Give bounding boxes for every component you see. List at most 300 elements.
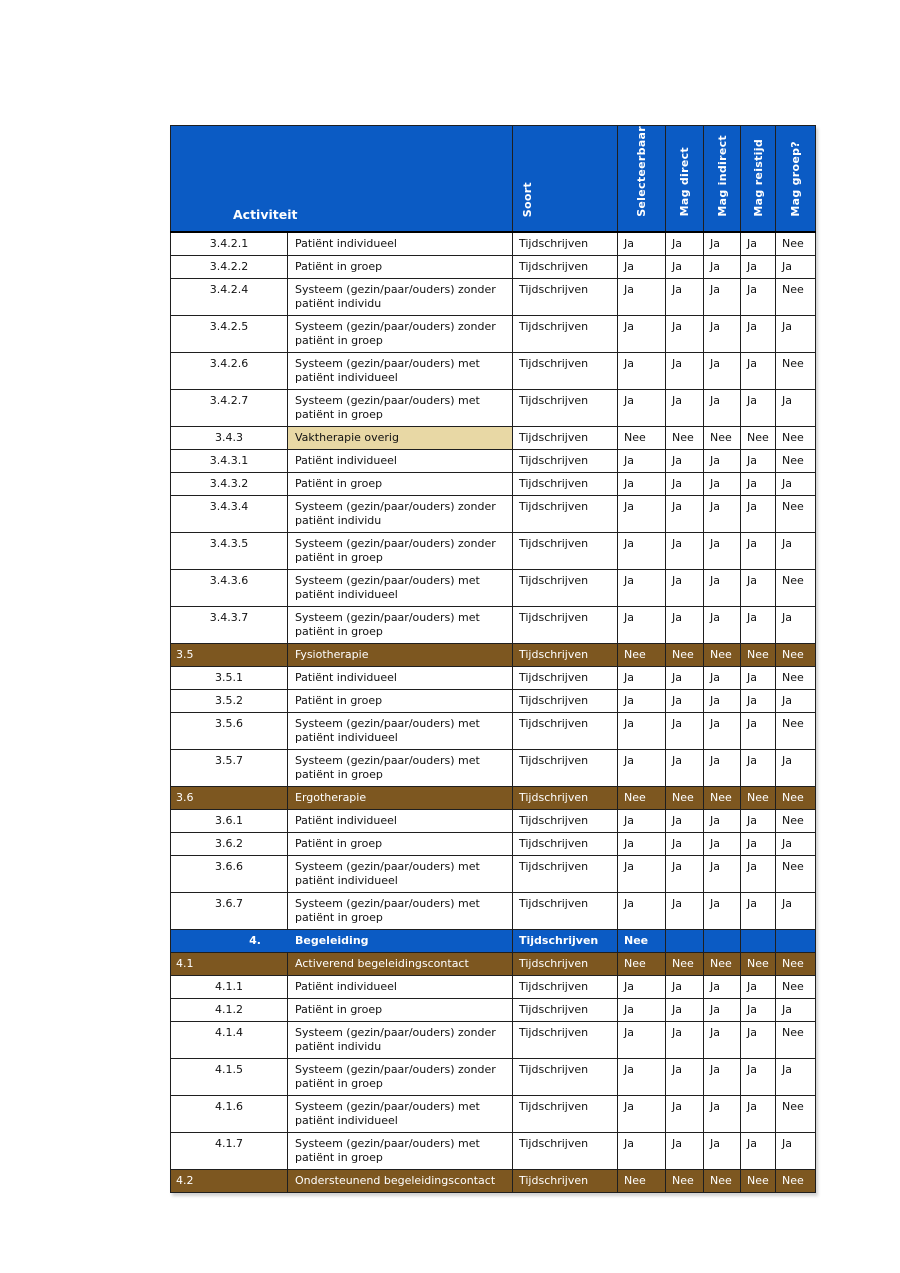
column-header-label: Mag indirect [715, 135, 729, 217]
selecteerbaar-cell: Ja [618, 315, 666, 352]
activity-code-cell: 3.5.7 [171, 749, 288, 786]
table-body [171, 232, 816, 1193]
mag-groep-cell: Ja [776, 998, 816, 1021]
mag-groep-cell: Nee [776, 1169, 816, 1192]
table-row [171, 749, 816, 786]
column-header-selecteerbaar [618, 126, 666, 232]
mag-groep-cell: Ja [776, 389, 816, 426]
soort-cell: Tijdschrijven [513, 998, 618, 1021]
mag-direct-cell: Ja [666, 666, 704, 689]
activity-description-cell: Patiënt individueel [288, 975, 513, 998]
soort-cell: Tijdschrijven [513, 472, 618, 495]
column-header-label: Selecteerbaar [635, 126, 648, 217]
mag-direct-cell: Ja [666, 255, 704, 278]
table-row [171, 232, 816, 256]
column-header-mag-indirect [704, 126, 741, 232]
mag-reistijd-cell: Ja [741, 495, 776, 532]
table-row [171, 569, 816, 606]
mag-indirect-cell: Nee [704, 786, 741, 809]
activity-description-cell: Systeem (gezin/paar/ouders) met patiënt in groep [288, 749, 513, 786]
mag-direct-cell: Ja [666, 855, 704, 892]
soort-cell: Tijdschrijven [513, 1058, 618, 1095]
table-row [171, 426, 816, 449]
mag-direct-cell: Nee [666, 426, 704, 449]
activity-code-cell: 3.6.6 [171, 855, 288, 892]
activity-description-cell: Systeem (gezin/paar/ouders) zonder patiënt individu [288, 278, 513, 315]
activity-code-cell: 3.5.2 [171, 689, 288, 712]
table-row [171, 1021, 816, 1058]
selecteerbaar-cell: Ja [618, 232, 666, 256]
mag-groep-cell: Nee [776, 1095, 816, 1132]
soort-cell: Tijdschrijven [513, 855, 618, 892]
table-row [171, 352, 816, 389]
soort-cell: Tijdschrijven [513, 315, 618, 352]
table-row [171, 892, 816, 929]
selecteerbaar-cell: Ja [618, 749, 666, 786]
activity-code-cell: 4.1.7 [171, 1132, 288, 1169]
column-header-label: Mag reistijd [751, 139, 765, 217]
selecteerbaar-cell: Nee [618, 643, 666, 666]
selecteerbaar-cell: Ja [618, 495, 666, 532]
mag-reistijd-cell: Ja [741, 666, 776, 689]
activity-code-cell: 3.6.7 [171, 892, 288, 929]
mag-indirect-cell: Nee [704, 952, 741, 975]
column-header-mag-direct [666, 126, 704, 232]
table-row [171, 449, 816, 472]
soort-cell: Tijdschrijven [513, 809, 618, 832]
mag-direct-cell: Ja [666, 712, 704, 749]
activity-code-cell: 3.5.1 [171, 666, 288, 689]
mag-groep-cell: Ja [776, 472, 816, 495]
activity-code-cell: 3.4.2.2 [171, 255, 288, 278]
activity-code-cell: 3.5.6 [171, 712, 288, 749]
soort-cell: Tijdschrijven [513, 892, 618, 929]
column-header-label: Soort [521, 181, 534, 217]
mag-groep-cell: Ja [776, 1058, 816, 1095]
activity-code-cell: 3.4.2.1 [171, 232, 288, 256]
selecteerbaar-cell: Ja [618, 1132, 666, 1169]
mag-groep-cell: Ja [776, 1132, 816, 1169]
mag-groep-cell: Ja [776, 832, 816, 855]
table-row [171, 606, 816, 643]
mag-direct-cell: Ja [666, 352, 704, 389]
table-row [171, 712, 816, 749]
mag-direct-cell: Nee [666, 1169, 704, 1192]
activity-code-cell: 3.4.2.7 [171, 389, 288, 426]
mag-reistijd-cell: Ja [741, 352, 776, 389]
table-row [171, 666, 816, 689]
selecteerbaar-cell: Ja [618, 666, 666, 689]
activity-description-cell: Patiënt individueel [288, 232, 513, 256]
activity-description-cell: Systeem (gezin/paar/ouders) met patiënt individueel [288, 712, 513, 749]
column-header-label: Mag groep? [789, 141, 802, 217]
mag-groep-cell: Nee [776, 975, 816, 998]
selecteerbaar-cell: Ja [618, 606, 666, 643]
mag-indirect-cell: Ja [704, 449, 741, 472]
selecteerbaar-cell: Ja [618, 689, 666, 712]
soort-cell: Tijdschrijven [513, 255, 618, 278]
table-row [171, 495, 816, 532]
selecteerbaar-cell: Nee [618, 786, 666, 809]
mag-groep-cell: Ja [776, 749, 816, 786]
activity-code-cell: 3.4.3.6 [171, 569, 288, 606]
soort-cell: Tijdschrijven [513, 643, 618, 666]
selecteerbaar-cell: Nee [618, 426, 666, 449]
mag-indirect-cell: Nee [704, 643, 741, 666]
mag-reistijd-cell: Ja [741, 712, 776, 749]
activity-description-cell: Ondersteunend begeleidingscontact [288, 1169, 513, 1192]
soort-cell: Tijdschrijven [513, 352, 618, 389]
mag-indirect-cell: Nee [704, 1169, 741, 1192]
activity-code-cell: 3.4.3.7 [171, 606, 288, 643]
activity-description-cell: Systeem (gezin/paar/ouders) zonder patiënt in groep [288, 1058, 513, 1095]
mag-groep-cell: Ja [776, 315, 816, 352]
table-row [171, 643, 816, 666]
selecteerbaar-cell: Ja [618, 892, 666, 929]
selecteerbaar-cell: Ja [618, 712, 666, 749]
activity-code-cell: 3.4.2.5 [171, 315, 288, 352]
column-header-activiteit [171, 126, 513, 232]
mag-reistijd-cell: Ja [741, 1021, 776, 1058]
selecteerbaar-cell: Ja [618, 1058, 666, 1095]
mag-groep-cell: Nee [776, 352, 816, 389]
mag-direct-cell: Ja [666, 1021, 704, 1058]
column-header-label: Activiteit [233, 206, 298, 222]
selecteerbaar-cell: Nee [618, 1169, 666, 1192]
mag-groep-cell: Nee [776, 712, 816, 749]
mag-indirect-cell: Ja [704, 832, 741, 855]
selecteerbaar-cell: Ja [618, 278, 666, 315]
mag-reistijd-cell: Ja [741, 998, 776, 1021]
mag-reistijd-cell: Ja [741, 892, 776, 929]
mag-indirect-cell: Ja [704, 855, 741, 892]
mag-groep-cell: Nee [776, 278, 816, 315]
activity-code-cell: 4.1.1 [171, 975, 288, 998]
selecteerbaar-cell: Ja [618, 809, 666, 832]
mag-reistijd-cell: Ja [741, 1058, 776, 1095]
selecteerbaar-cell: Ja [618, 255, 666, 278]
activity-code-cell: 4.1.4 [171, 1021, 288, 1058]
mag-groep-cell: Ja [776, 606, 816, 643]
table-row [171, 1058, 816, 1095]
soort-cell: Tijdschrijven [513, 426, 618, 449]
activity-code-cell: 3.4.2.6 [171, 352, 288, 389]
mag-indirect-cell: Ja [704, 569, 741, 606]
mag-direct-cell: Ja [666, 569, 704, 606]
activity-description-cell: Systeem (gezin/paar/ouders) zonder patiënt in groep [288, 315, 513, 352]
table-row [171, 389, 816, 426]
table-row [171, 1095, 816, 1132]
activity-code-cell: 4.1.5 [171, 1058, 288, 1095]
activity-code-cell: 3.6 [171, 786, 288, 809]
soort-cell: Tijdschrijven [513, 1169, 618, 1192]
activity-code-cell: 4.2 [171, 1169, 288, 1192]
activity-code-cell: 3.6.2 [171, 832, 288, 855]
activity-code-cell: 3.4.3 [171, 426, 288, 449]
activity-description-cell: Systeem (gezin/paar/ouders) met patiënt individueel [288, 352, 513, 389]
mag-indirect-cell: Ja [704, 998, 741, 1021]
activity-description-cell: Activerend begeleidingscontact [288, 952, 513, 975]
activity-description-cell: Systeem (gezin/paar/ouders) met patiënt individueel [288, 855, 513, 892]
activity-description-cell: Patiënt in groep [288, 689, 513, 712]
mag-reistijd-cell: Ja [741, 232, 776, 256]
activity-description-cell: Systeem (gezin/paar/ouders) zonder patiënt in groep [288, 532, 513, 569]
activity-code-cell: 4.1.6 [171, 1095, 288, 1132]
mag-reistijd-cell: Ja [741, 606, 776, 643]
mag-indirect-cell: Ja [704, 712, 741, 749]
activity-description-cell: Systeem (gezin/paar/ouders) met patiënt individueel [288, 569, 513, 606]
mag-reistijd-cell: Nee [741, 426, 776, 449]
table-row [171, 255, 816, 278]
mag-indirect-cell: Ja [704, 1021, 741, 1058]
table-row [171, 855, 816, 892]
selecteerbaar-cell: Ja [618, 472, 666, 495]
mag-reistijd-cell [741, 929, 776, 952]
table-row [171, 472, 816, 495]
soort-cell: Tijdschrijven [513, 975, 618, 998]
mag-indirect-cell: Ja [704, 255, 741, 278]
column-header-mag-groep [776, 126, 816, 232]
mag-direct-cell: Ja [666, 315, 704, 352]
activities-table [170, 125, 816, 1193]
mag-direct-cell: Ja [666, 832, 704, 855]
mag-indirect-cell: Ja [704, 315, 741, 352]
table-row [171, 1132, 816, 1169]
table-sheet [170, 125, 816, 1193]
column-header-soort [513, 126, 618, 232]
mag-groep-cell: Nee [776, 855, 816, 892]
table-row [171, 975, 816, 998]
mag-direct-cell: Ja [666, 975, 704, 998]
mag-reistijd-cell: Nee [741, 643, 776, 666]
mag-reistijd-cell: Ja [741, 449, 776, 472]
soort-cell: Tijdschrijven [513, 952, 618, 975]
table-row [171, 952, 816, 975]
mag-indirect-cell: Ja [704, 809, 741, 832]
table-row [171, 689, 816, 712]
selecteerbaar-cell: Ja [618, 998, 666, 1021]
mag-reistijd-cell: Ja [741, 278, 776, 315]
soort-cell: Tijdschrijven [513, 569, 618, 606]
mag-indirect-cell: Ja [704, 1058, 741, 1095]
mag-reistijd-cell: Nee [741, 952, 776, 975]
mag-indirect-cell: Ja [704, 278, 741, 315]
selecteerbaar-cell: Ja [618, 1095, 666, 1132]
mag-reistijd-cell: Ja [741, 1095, 776, 1132]
activity-description-cell: Patiënt in groep [288, 832, 513, 855]
mag-indirect-cell: Ja [704, 389, 741, 426]
mag-groep-cell: Nee [776, 643, 816, 666]
activity-code-cell: 3.4.3.1 [171, 449, 288, 472]
activity-description-cell: Patiënt in groep [288, 472, 513, 495]
activity-description-cell: Begeleiding [288, 929, 513, 952]
mag-indirect-cell: Ja [704, 606, 741, 643]
activity-description-cell: Systeem (gezin/paar/ouders) zonder patiënt individu [288, 495, 513, 532]
activity-code-cell: 3.4.3.4 [171, 495, 288, 532]
mag-direct-cell: Ja [666, 1095, 704, 1132]
selecteerbaar-cell: Ja [618, 352, 666, 389]
mag-groep-cell: Nee [776, 495, 816, 532]
activity-description-cell: Systeem (gezin/paar/ouders) met patiënt in groep [288, 892, 513, 929]
mag-reistijd-cell: Ja [741, 975, 776, 998]
header-row [171, 126, 816, 232]
mag-indirect-cell: Ja [704, 892, 741, 929]
mag-groep-cell: Ja [776, 255, 816, 278]
activity-description-cell: Systeem (gezin/paar/ouders) met patiënt individueel [288, 1095, 513, 1132]
mag-indirect-cell: Ja [704, 975, 741, 998]
mag-groep-cell: Nee [776, 569, 816, 606]
mag-indirect-cell: Ja [704, 495, 741, 532]
mag-direct-cell: Ja [666, 809, 704, 832]
selecteerbaar-cell: Ja [618, 855, 666, 892]
mag-reistijd-cell: Nee [741, 786, 776, 809]
mag-direct-cell: Nee [666, 952, 704, 975]
mag-direct-cell: Ja [666, 1132, 704, 1169]
mag-direct-cell: Ja [666, 449, 704, 472]
activity-description-cell: Patiënt individueel [288, 666, 513, 689]
soort-cell: Tijdschrijven [513, 1095, 618, 1132]
table-row [171, 809, 816, 832]
mag-direct-cell: Ja [666, 472, 704, 495]
mag-reistijd-cell: Ja [741, 255, 776, 278]
selecteerbaar-cell: Nee [618, 929, 666, 952]
mag-direct-cell: Ja [666, 495, 704, 532]
mag-indirect-cell: Ja [704, 532, 741, 569]
mag-indirect-cell: Ja [704, 232, 741, 256]
selecteerbaar-cell: Ja [618, 569, 666, 606]
soort-cell: Tijdschrijven [513, 786, 618, 809]
mag-reistijd-cell: Nee [741, 1169, 776, 1192]
mag-reistijd-cell: Ja [741, 569, 776, 606]
mag-reistijd-cell: Ja [741, 1132, 776, 1169]
mag-groep-cell: Nee [776, 952, 816, 975]
mag-indirect-cell: Ja [704, 352, 741, 389]
selecteerbaar-cell: Ja [618, 449, 666, 472]
activity-code-cell: 3.4.3.5 [171, 532, 288, 569]
mag-direct-cell: Nee [666, 786, 704, 809]
selecteerbaar-cell: Nee [618, 952, 666, 975]
activity-description-cell: Systeem (gezin/paar/ouders) met patiënt in groep [288, 389, 513, 426]
mag-direct-cell: Ja [666, 689, 704, 712]
activity-code-cell: 3.5 [171, 643, 288, 666]
activity-description-cell: Fysiotherapie [288, 643, 513, 666]
soort-cell: Tijdschrijven [513, 666, 618, 689]
soort-cell: Tijdschrijven [513, 232, 618, 256]
table-row [171, 786, 816, 809]
activity-code-cell: 3.4.2.4 [171, 278, 288, 315]
activity-description-cell: Patiënt in groep [288, 998, 513, 1021]
soort-cell: Tijdschrijven [513, 449, 618, 472]
mag-groep-cell: Ja [776, 892, 816, 929]
soort-cell: Tijdschrijven [513, 832, 618, 855]
mag-reistijd-cell: Ja [741, 855, 776, 892]
activity-description-cell: Vaktherapie overig [288, 426, 513, 449]
column-header-mag-reistijd [741, 126, 776, 232]
mag-direct-cell: Ja [666, 998, 704, 1021]
soort-cell: Tijdschrijven [513, 929, 618, 952]
mag-groep-cell: Nee [776, 809, 816, 832]
activity-code-cell: 4. [171, 929, 288, 952]
table-row [171, 832, 816, 855]
table-row [171, 1169, 816, 1192]
mag-direct-cell [666, 929, 704, 952]
soort-cell: Tijdschrijven [513, 1132, 618, 1169]
mag-groep-cell: Nee [776, 666, 816, 689]
mag-direct-cell: Nee [666, 643, 704, 666]
mag-reistijd-cell: Ja [741, 389, 776, 426]
mag-reistijd-cell: Ja [741, 749, 776, 786]
soort-cell: Tijdschrijven [513, 749, 618, 786]
soort-cell: Tijdschrijven [513, 712, 618, 749]
mag-indirect-cell: Nee [704, 426, 741, 449]
mag-groep-cell: Ja [776, 532, 816, 569]
mag-direct-cell: Ja [666, 1058, 704, 1095]
mag-groep-cell: Nee [776, 1021, 816, 1058]
table-row [171, 998, 816, 1021]
mag-indirect-cell: Ja [704, 472, 741, 495]
mag-reistijd-cell: Ja [741, 809, 776, 832]
mag-reistijd-cell: Ja [741, 832, 776, 855]
activity-description-cell: Ergotherapie [288, 786, 513, 809]
mag-groep-cell: Nee [776, 449, 816, 472]
mag-groep-cell: Nee [776, 232, 816, 256]
soort-cell: Tijdschrijven [513, 1021, 618, 1058]
soort-cell: Tijdschrijven [513, 689, 618, 712]
mag-indirect-cell: Ja [704, 1095, 741, 1132]
mag-indirect-cell: Ja [704, 749, 741, 786]
activity-description-cell: Systeem (gezin/paar/ouders) zonder patiënt individu [288, 1021, 513, 1058]
mag-direct-cell: Ja [666, 892, 704, 929]
selecteerbaar-cell: Ja [618, 975, 666, 998]
soort-cell: Tijdschrijven [513, 389, 618, 426]
activity-code-cell: 4.1.2 [171, 998, 288, 1021]
mag-indirect-cell: Ja [704, 666, 741, 689]
selecteerbaar-cell: Ja [618, 532, 666, 569]
mag-groep-cell: Ja [776, 689, 816, 712]
column-header-label: Mag direct [678, 147, 691, 217]
mag-direct-cell: Ja [666, 749, 704, 786]
mag-indirect-cell [704, 929, 741, 952]
mag-direct-cell: Ja [666, 278, 704, 315]
soort-cell: Tijdschrijven [513, 495, 618, 532]
soort-cell: Tijdschrijven [513, 278, 618, 315]
activity-description-cell: Systeem (gezin/paar/ouders) met patiënt in groep [288, 1132, 513, 1169]
mag-reistijd-cell: Ja [741, 315, 776, 352]
activity-description-cell: Systeem (gezin/paar/ouders) met patiënt in groep [288, 606, 513, 643]
mag-groep-cell [776, 929, 816, 952]
mag-indirect-cell: Ja [704, 1132, 741, 1169]
activity-description-cell: Patiënt individueel [288, 449, 513, 472]
mag-groep-cell: Nee [776, 426, 816, 449]
selecteerbaar-cell: Ja [618, 1021, 666, 1058]
activity-code-cell: 3.4.3.2 [171, 472, 288, 495]
mag-reistijd-cell: Ja [741, 689, 776, 712]
mag-direct-cell: Ja [666, 232, 704, 256]
table-header [171, 126, 816, 232]
activity-code-cell: 4.1 [171, 952, 288, 975]
mag-reistijd-cell: Ja [741, 532, 776, 569]
table-row [171, 278, 816, 315]
mag-indirect-cell: Ja [704, 689, 741, 712]
mag-direct-cell: Ja [666, 532, 704, 569]
mag-reistijd-cell: Ja [741, 472, 776, 495]
mag-groep-cell: Nee [776, 786, 816, 809]
mag-direct-cell: Ja [666, 389, 704, 426]
mag-direct-cell: Ja [666, 606, 704, 643]
selecteerbaar-cell: Ja [618, 389, 666, 426]
table-row [171, 532, 816, 569]
table-row [171, 315, 816, 352]
